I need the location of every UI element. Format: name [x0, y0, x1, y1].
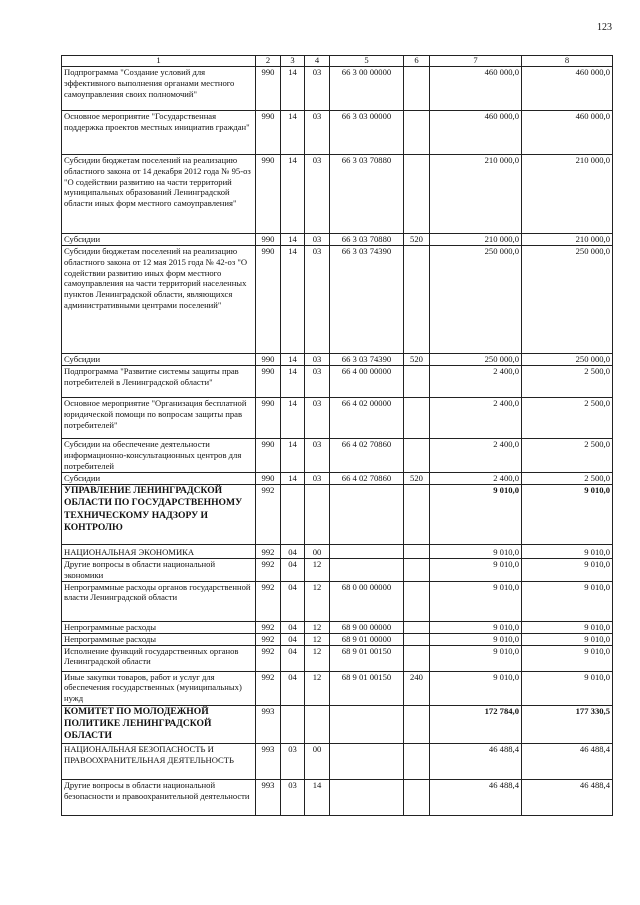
page-number: 123 [597, 22, 612, 33]
row-amount-year-1: 210 000,0 [430, 155, 522, 234]
header-cell-3: 3 [281, 56, 305, 67]
row-section [281, 705, 305, 743]
row-name: Подпрограмма "Развитие системы защиты прав потребителей в Ленинградской области" [62, 366, 256, 398]
row-code: 992 [256, 633, 281, 645]
row-name: НАЦИОНАЛЬНАЯ БЕЗОПАСНОСТЬ И ПРАВООХРАНИТЕЛЬНАЯ ДЕЯТЕЛЬНОСТЬ [62, 743, 256, 779]
table-row [62, 398, 613, 439]
row-expense-type [404, 743, 430, 779]
row-subsection: 14 [305, 779, 330, 815]
header-cell-5: 5 [330, 56, 404, 67]
row-section: 14 [281, 111, 305, 155]
row-section: 04 [281, 645, 305, 671]
row-amount-year-1: 9 010,0 [430, 671, 522, 705]
row-subsection: 03 [305, 111, 330, 155]
row-expense-type [404, 246, 430, 354]
row-expense-type [404, 485, 430, 545]
budget-table [61, 55, 613, 816]
row-amount-year-1: 250 000,0 [430, 246, 522, 354]
row-target-code: 66 3 03 74390 [330, 246, 404, 354]
row-amount-year-1: 172 784,0 [430, 705, 522, 743]
row-code: 990 [256, 246, 281, 354]
table-row [62, 473, 613, 485]
row-name: Субсидии бюджетам поселений на реализацию областного закона от 14 декабря 2012 года № 95-оз "О содействии развитию на части территорий муниципальных образований Ленинградской области иных форм местного самоуправления" [62, 155, 256, 234]
row-expense-type [404, 779, 430, 815]
row-amount-year-2: 46 488,4 [522, 779, 613, 815]
table-row [62, 485, 613, 545]
row-section: 04 [281, 621, 305, 633]
row-amount-year-1: 9 010,0 [430, 633, 522, 645]
row-section: 04 [281, 671, 305, 705]
row-code: 990 [256, 67, 281, 111]
row-code: 993 [256, 705, 281, 743]
row-target-code: 66 4 02 70860 [330, 439, 404, 473]
table-row [62, 354, 613, 366]
row-section: 14 [281, 246, 305, 354]
row-code: 992 [256, 545, 281, 559]
row-amount-year-2: 46 488,4 [522, 743, 613, 779]
row-name: Подпрограмма "Создание условий для эффективного выполнения органами местного самоуправления своих полномочий" [62, 67, 256, 111]
row-expense-type [404, 398, 430, 439]
row-section: 03 [281, 743, 305, 779]
row-amount-year-1: 210 000,0 [430, 234, 522, 246]
row-amount-year-2: 460 000,0 [522, 111, 613, 155]
row-name: Другие вопросы в области национальной безопасности и правоохранительной деятельности [62, 779, 256, 815]
row-code: 990 [256, 439, 281, 473]
row-target-code: 66 4 02 70860 [330, 473, 404, 485]
row-code: 993 [256, 779, 281, 815]
row-code: 990 [256, 234, 281, 246]
row-section: 04 [281, 559, 305, 582]
row-expense-type: 520 [404, 354, 430, 366]
row-target-code [330, 545, 404, 559]
row-subsection: 03 [305, 155, 330, 234]
row-amount-year-2: 9 010,0 [522, 581, 613, 621]
table-body [62, 67, 613, 816]
row-target-code: 66 4 00 00000 [330, 366, 404, 398]
table-row [62, 671, 613, 705]
row-name: КОМИТЕТ ПО МОЛОДЕЖНОЙ ПОЛИТИКЕ ЛЕНИНГРАДСКОЙ ОБЛАСТИ [62, 705, 256, 743]
row-expense-type [404, 645, 430, 671]
row-name: Субсидии [62, 234, 256, 246]
table-row [62, 633, 613, 645]
row-amount-year-1: 9 010,0 [430, 559, 522, 582]
row-amount-year-2: 9 010,0 [522, 621, 613, 633]
row-name: Непрограммные расходы [62, 633, 256, 645]
row-amount-year-2: 9 010,0 [522, 559, 613, 582]
row-subsection: 12 [305, 645, 330, 671]
row-code: 990 [256, 155, 281, 234]
row-expense-type: 520 [404, 473, 430, 485]
row-amount-year-1: 2 400,0 [430, 366, 522, 398]
row-code: 990 [256, 398, 281, 439]
row-code: 993 [256, 743, 281, 779]
row-name: УПРАВЛЕНИЕ ЛЕНИНГРАДСКОЙ ОБЛАСТИ ПО ГОСУДАРСТВЕННОМУ ТЕХНИЧЕСКОМУ НАДЗОРУ И КОНТРОЛЮ [62, 485, 256, 545]
row-amount-year-2: 2 500,0 [522, 439, 613, 473]
table-row [62, 366, 613, 398]
row-name: Субсидии [62, 473, 256, 485]
header-row [62, 56, 613, 67]
row-subsection: 03 [305, 246, 330, 354]
row-target-code: 66 3 03 74390 [330, 354, 404, 366]
row-section: 14 [281, 473, 305, 485]
table-row [62, 234, 613, 246]
row-amount-year-1: 46 488,4 [430, 743, 522, 779]
row-code: 992 [256, 485, 281, 545]
row-code: 990 [256, 366, 281, 398]
row-section: 14 [281, 366, 305, 398]
row-amount-year-1: 46 488,4 [430, 779, 522, 815]
row-code: 992 [256, 621, 281, 633]
row-subsection: 03 [305, 398, 330, 439]
row-amount-year-2: 2 500,0 [522, 366, 613, 398]
row-subsection: 12 [305, 633, 330, 645]
row-amount-year-2: 250 000,0 [522, 354, 613, 366]
row-code: 990 [256, 354, 281, 366]
row-amount-year-2: 177 330,5 [522, 705, 613, 743]
row-amount-year-2: 460 000,0 [522, 67, 613, 111]
row-amount-year-2: 9 010,0 [522, 633, 613, 645]
row-amount-year-2: 9 010,0 [522, 645, 613, 671]
row-subsection: 12 [305, 621, 330, 633]
row-section: 04 [281, 581, 305, 621]
row-section: 14 [281, 439, 305, 473]
header-cell-7: 7 [430, 56, 522, 67]
row-amount-year-1: 9 010,0 [430, 581, 522, 621]
row-target-code [330, 559, 404, 582]
row-expense-type [404, 439, 430, 473]
row-section [281, 485, 305, 545]
row-section: 14 [281, 398, 305, 439]
row-amount-year-2: 210 000,0 [522, 155, 613, 234]
row-code: 992 [256, 559, 281, 582]
row-amount-year-1: 250 000,0 [430, 354, 522, 366]
row-name: Непрограммные расходы [62, 621, 256, 633]
row-code: 992 [256, 581, 281, 621]
row-amount-year-1: 2 400,0 [430, 398, 522, 439]
row-name: Иные закупки товаров, работ и услуг для обеспечения государственных (муниципальных) нужд [62, 671, 256, 705]
table-row [62, 246, 613, 354]
row-amount-year-1: 460 000,0 [430, 111, 522, 155]
row-target-code: 68 9 00 00000 [330, 621, 404, 633]
row-section: 14 [281, 354, 305, 366]
row-expense-type [404, 545, 430, 559]
row-section: 04 [281, 545, 305, 559]
row-section: 04 [281, 633, 305, 645]
row-expense-type: 520 [404, 234, 430, 246]
row-amount-year-2: 9 010,0 [522, 485, 613, 545]
row-name: Основное мероприятие "Государственная поддержка проектов местных инициатив граждан" [62, 111, 256, 155]
row-target-code [330, 779, 404, 815]
row-subsection: 00 [305, 743, 330, 779]
row-section: 14 [281, 155, 305, 234]
row-amount-year-2: 250 000,0 [522, 246, 613, 354]
row-name: Субсидии на обеспечение деятельности информационно-консультационных центров для потребителей [62, 439, 256, 473]
row-amount-year-1: 9 010,0 [430, 645, 522, 671]
row-target-code: 68 9 01 00150 [330, 671, 404, 705]
row-subsection: 03 [305, 67, 330, 111]
row-expense-type [404, 581, 430, 621]
table-row [62, 439, 613, 473]
table-row [62, 645, 613, 671]
row-section: 14 [281, 67, 305, 111]
row-target-code: 68 9 01 00150 [330, 645, 404, 671]
row-name: Основное мероприятие "Организация бесплатной юридической помощи по вопросам защиты прав потребителей" [62, 398, 256, 439]
row-subsection [305, 485, 330, 545]
row-expense-type [404, 633, 430, 645]
row-target-code [330, 485, 404, 545]
row-amount-year-2: 9 010,0 [522, 545, 613, 559]
table-row [62, 743, 613, 779]
row-expense-type: 240 [404, 671, 430, 705]
row-amount-year-2: 210 000,0 [522, 234, 613, 246]
row-expense-type [404, 67, 430, 111]
row-name: Исполнение функций государственных органов Ленинградской области [62, 645, 256, 671]
row-subsection [305, 705, 330, 743]
row-expense-type [404, 366, 430, 398]
row-subsection: 00 [305, 545, 330, 559]
row-amount-year-1: 9 010,0 [430, 485, 522, 545]
row-name: Другие вопросы в области национальной экономики [62, 559, 256, 582]
row-target-code: 66 3 03 70880 [330, 155, 404, 234]
row-subsection: 12 [305, 671, 330, 705]
row-expense-type [404, 559, 430, 582]
row-amount-year-1: 460 000,0 [430, 67, 522, 111]
row-code: 992 [256, 671, 281, 705]
row-target-code: 68 0 00 00000 [330, 581, 404, 621]
row-subsection: 03 [305, 234, 330, 246]
row-code: 992 [256, 645, 281, 671]
row-amount-year-2: 2 500,0 [522, 473, 613, 485]
row-section: 14 [281, 234, 305, 246]
row-name: Непрограммные расходы органов государственной власти Ленинградской области [62, 581, 256, 621]
table-row [62, 705, 613, 743]
row-amount-year-2: 2 500,0 [522, 398, 613, 439]
row-subsection: 03 [305, 354, 330, 366]
row-subsection: 03 [305, 473, 330, 485]
row-target-code: 68 9 01 00000 [330, 633, 404, 645]
table-row [62, 621, 613, 633]
row-amount-year-2: 9 010,0 [522, 671, 613, 705]
row-expense-type [404, 705, 430, 743]
row-subsection: 03 [305, 366, 330, 398]
row-amount-year-1: 9 010,0 [430, 545, 522, 559]
row-name: Субсидии [62, 354, 256, 366]
row-amount-year-1: 2 400,0 [430, 473, 522, 485]
header-cell-4: 4 [305, 56, 330, 67]
header-cell-2: 2 [256, 56, 281, 67]
table-row [62, 581, 613, 621]
table-row [62, 67, 613, 111]
row-target-code: 66 3 03 70880 [330, 234, 404, 246]
row-code: 990 [256, 473, 281, 485]
row-amount-year-1: 9 010,0 [430, 621, 522, 633]
row-expense-type [404, 155, 430, 234]
row-expense-type [404, 111, 430, 155]
table-row [62, 111, 613, 155]
row-subsection: 03 [305, 439, 330, 473]
row-target-code: 66 4 02 00000 [330, 398, 404, 439]
row-name: НАЦИОНАЛЬНАЯ ЭКОНОМИКА [62, 545, 256, 559]
header-cell-1: 1 [62, 56, 256, 67]
row-expense-type [404, 621, 430, 633]
row-section: 03 [281, 779, 305, 815]
row-amount-year-1: 2 400,0 [430, 439, 522, 473]
row-target-code [330, 705, 404, 743]
row-subsection: 12 [305, 559, 330, 582]
table-row [62, 779, 613, 815]
row-target-code: 66 3 00 00000 [330, 67, 404, 111]
row-code: 990 [256, 111, 281, 155]
header-cell-8: 8 [522, 56, 613, 67]
row-target-code [330, 743, 404, 779]
row-subsection: 12 [305, 581, 330, 621]
header-cell-6: 6 [404, 56, 430, 67]
table-row [62, 545, 613, 559]
table-row [62, 559, 613, 582]
table-row [62, 155, 613, 234]
row-target-code: 66 3 03 00000 [330, 111, 404, 155]
row-name: Субсидии бюджетам поселений на реализацию областного закона от 12 мая 2015 года № 42-оз "О содействии развитию иных форм местного самоуправления на части территорий населенных пунктов Ленинградской области, являющихся административными центрами поселений" [62, 246, 256, 354]
